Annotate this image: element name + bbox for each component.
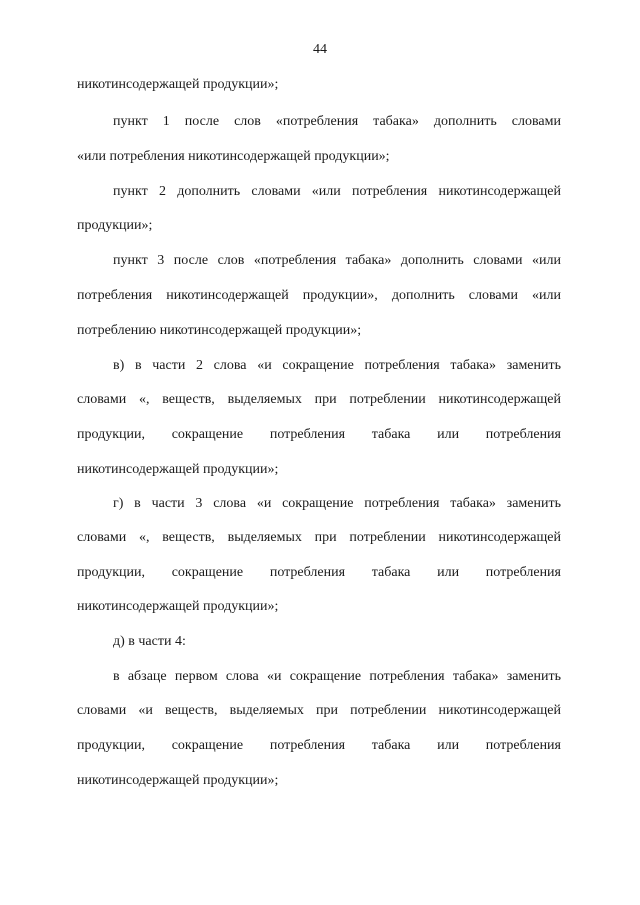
text-line: «или потребления никотинсодержащей продукции»; xyxy=(77,149,390,164)
text-line: г) в части 3 слова «и сокращение потребления табака» заменить xyxy=(113,496,561,511)
text-line: д) в части 4: xyxy=(113,634,186,649)
text-line: продукции, сокращение потребления табака или потребления xyxy=(77,565,561,580)
text-line: пункт 2 дополнить словами «или потребления никотинсодержащей xyxy=(113,184,561,199)
text-line: продукции»; xyxy=(77,218,153,233)
text-line: никотинсодержащей продукции»; xyxy=(77,462,279,477)
text-line: пункт 3 после слов «потребления табака» дополнить словами «или xyxy=(113,253,561,268)
text-line: словами «и веществ, выделяемых при потреблении никотинсодержащей xyxy=(77,703,561,718)
text-line: пункт 1 после слов «потребления табака» дополнить словами xyxy=(113,114,561,129)
text-line: продукции, сокращение потребления табака или потребления xyxy=(77,738,561,753)
text-line: в абзаце первом слова «и сокращение потребления табака» заменить xyxy=(113,669,561,684)
text-line: словами «, веществ, выделяемых при потреблении никотинсодержащей xyxy=(77,392,561,407)
text-line: словами «, веществ, выделяемых при потреблении никотинсодержащей xyxy=(77,530,561,545)
text-line: потребления никотинсодержащей продукции», дополнить словами «или xyxy=(77,288,561,303)
text-line: никотинсодержащей продукции»; xyxy=(77,77,279,92)
page-number: 44 xyxy=(313,42,327,57)
text-line: никотинсодержащей продукции»; xyxy=(77,599,279,614)
text-line: никотинсодержащей продукции»; xyxy=(77,773,279,788)
text-line: продукции, сокращение потребления табака или потребления xyxy=(77,427,561,442)
text-line: потреблению никотинсодержащей продукции»; xyxy=(77,323,362,338)
text-line: в) в части 2 слова «и сокращение потребления табака» заменить xyxy=(113,358,561,373)
